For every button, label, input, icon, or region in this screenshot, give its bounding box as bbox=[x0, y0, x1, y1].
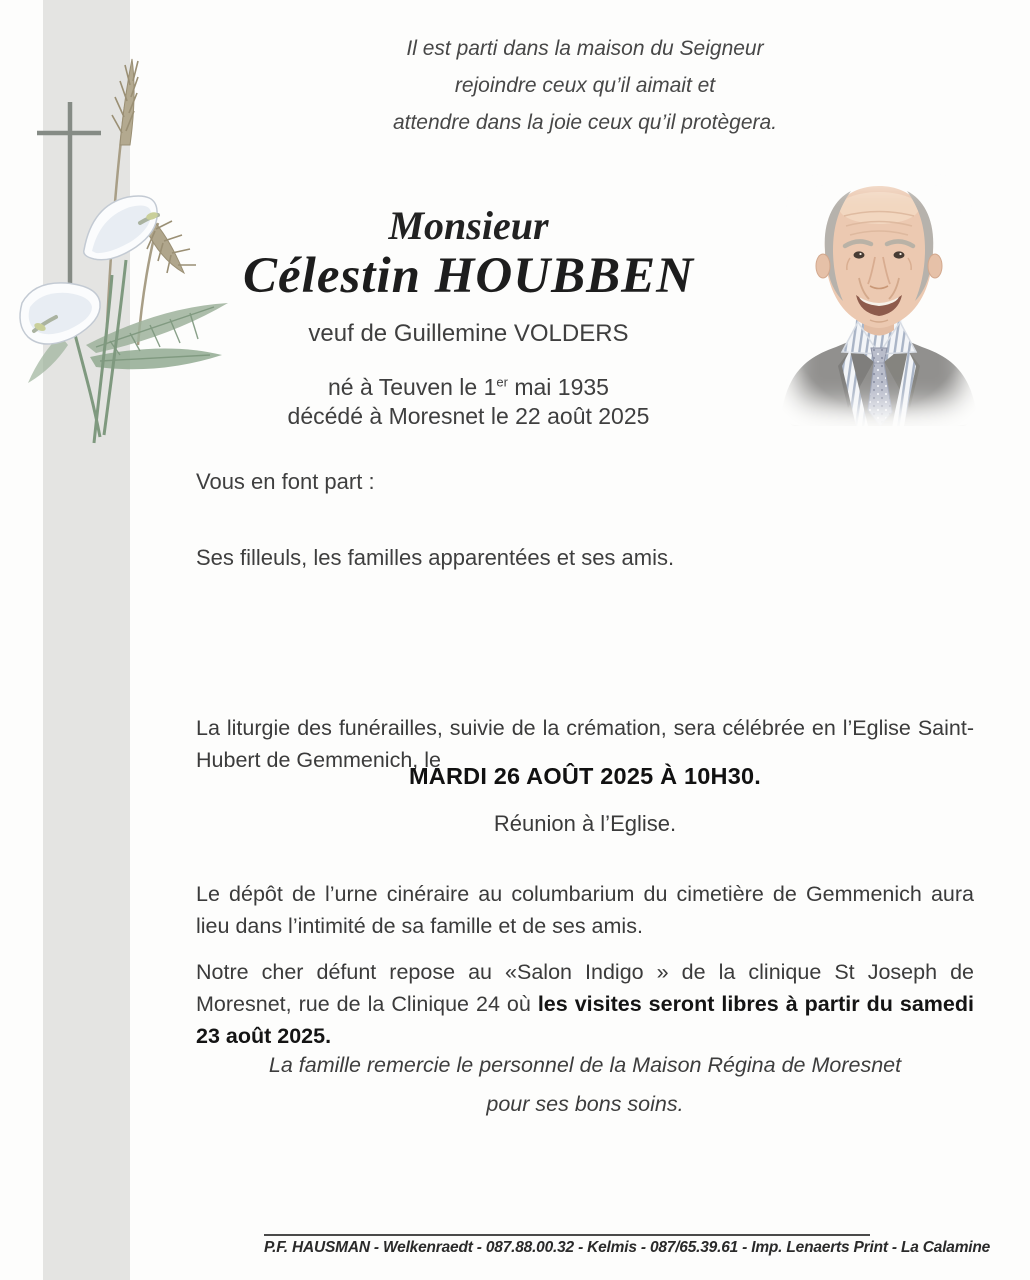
repose-regular: Notre cher défunt repose au «Salon Indigo » de la clinique St Joseph de Moresnet, rue de la Clinique 24 où bbox=[196, 959, 974, 1016]
epitaph-line: Il est parti dans la maison du Seigneur bbox=[406, 37, 764, 60]
deceased-title: Monsieur bbox=[388, 203, 549, 248]
repose-bold: les visites seront libres à partir du samedi 23 août 2025. bbox=[196, 991, 974, 1048]
liturgy-paragraph: La liturgie des funérailles, suivie de la crémation, sera célébrée en l’Eglise Saint-Hubert de Gemmenich, le bbox=[196, 715, 974, 772]
birth-line bbox=[176, 373, 761, 402]
epitaph-line: attendre dans la joie ceux qu’il protègera. bbox=[392, 111, 778, 134]
epitaph bbox=[196, 30, 974, 141]
funeral-home-imprint: P.F. HAUSMAN - Welkenraedt - 087.88.00.32 - Kelmis - 087/65.39.61 - Imp. Lenaerts Print - La Calamine bbox=[264, 1239, 991, 1256]
birth-ordinal: er bbox=[496, 374, 508, 390]
deceased-block bbox=[176, 204, 761, 431]
deceased-relation: veuf de Guillemine VOLDERS bbox=[308, 320, 629, 347]
thanks-line: pour ses bons soins. bbox=[486, 1092, 684, 1116]
footer bbox=[264, 1234, 991, 1257]
portrait-illustration bbox=[772, 160, 986, 426]
meeting-line: Réunion à l’Eglise. bbox=[493, 811, 677, 836]
birth-text: né à Teuven le 1 bbox=[328, 374, 497, 400]
deceased-name: Célestin HOUBBEN bbox=[243, 248, 694, 304]
birth-text-rest: mai 1935 bbox=[507, 374, 609, 400]
calla-lily-icon bbox=[20, 196, 159, 344]
ceremony-datetime: MARDI 26 AOÛT 2025 À 10H30. bbox=[409, 763, 761, 789]
death-line: décédé à Moresnet le 22 août 2025 bbox=[287, 403, 650, 429]
portrait-photo bbox=[772, 160, 986, 426]
thanks-line: La famille remercie le personnel de la Maison Régina de Moresnet bbox=[268, 1053, 902, 1077]
columbarium-paragraph: Le dépôt de l’urne cinéraire au columbarium du cimetière de Gemmenich aura lieu dans l’intimité de sa famille et de ses amis. bbox=[196, 881, 974, 938]
life-dates bbox=[176, 373, 761, 431]
epitaph-line: rejoindre ceux qu’il aimait et bbox=[454, 74, 716, 97]
repose-paragraph bbox=[196, 956, 974, 1052]
footer-divider bbox=[264, 1234, 870, 1236]
announcement-intro: Vous en font part : bbox=[196, 469, 375, 494]
mourners-line: Ses filleuls, les familles apparentées et ses amis. bbox=[196, 545, 675, 570]
thanks-block bbox=[196, 1046, 974, 1124]
